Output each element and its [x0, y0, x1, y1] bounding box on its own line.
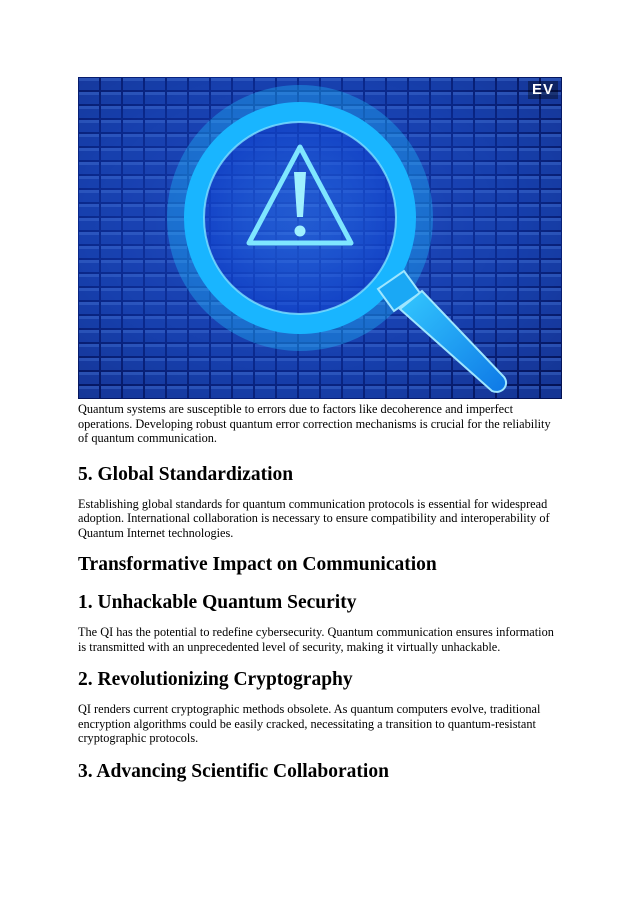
standardization-paragraph: Establishing global standards for quantum communication protocols is essential for widespread adoption. International collaboration is necessary to ensure compatibility and interoperability of Quantum Internet technologies.: [78, 496, 550, 540]
cryptography-paragraph: QI renders current cryptographic methods obsolete. As quantum computers evolve, traditional encryption algorithms could be easily cracked, necessitating a transition to quantum-resistant cryptographic protocols.: [78, 702, 541, 745]
document-page: [78, 77, 562, 784]
impact-heading: Transformative Impact on Communication: [78, 554, 437, 575]
brand-logo: EV: [528, 81, 558, 99]
cryptography-heading: 2. Revolutionizing Cryptography: [78, 669, 353, 690]
standardization-heading: 5. Global Standardization: [78, 463, 294, 485]
hero-image: [78, 77, 562, 399]
magnifier-warning-icon: [78, 77, 562, 399]
intro-paragraph: Quantum systems are susceptible to errors due to factors like decoherence and imperfect operations. Developing robust quantum error correction mechanisms is crucial for the reliability of quantum communication.: [78, 402, 551, 445]
security-paragraph: The QI has the potential to redefine cybersecurity. Quantum communication ensures information is transmitted with an unprecedented level of security, making it virtually unhackable.: [78, 625, 554, 654]
science-heading: 3. Advancing Scientific Collaboration: [78, 760, 389, 782]
security-heading: 1. Unhackable Quantum Security: [78, 592, 357, 613]
